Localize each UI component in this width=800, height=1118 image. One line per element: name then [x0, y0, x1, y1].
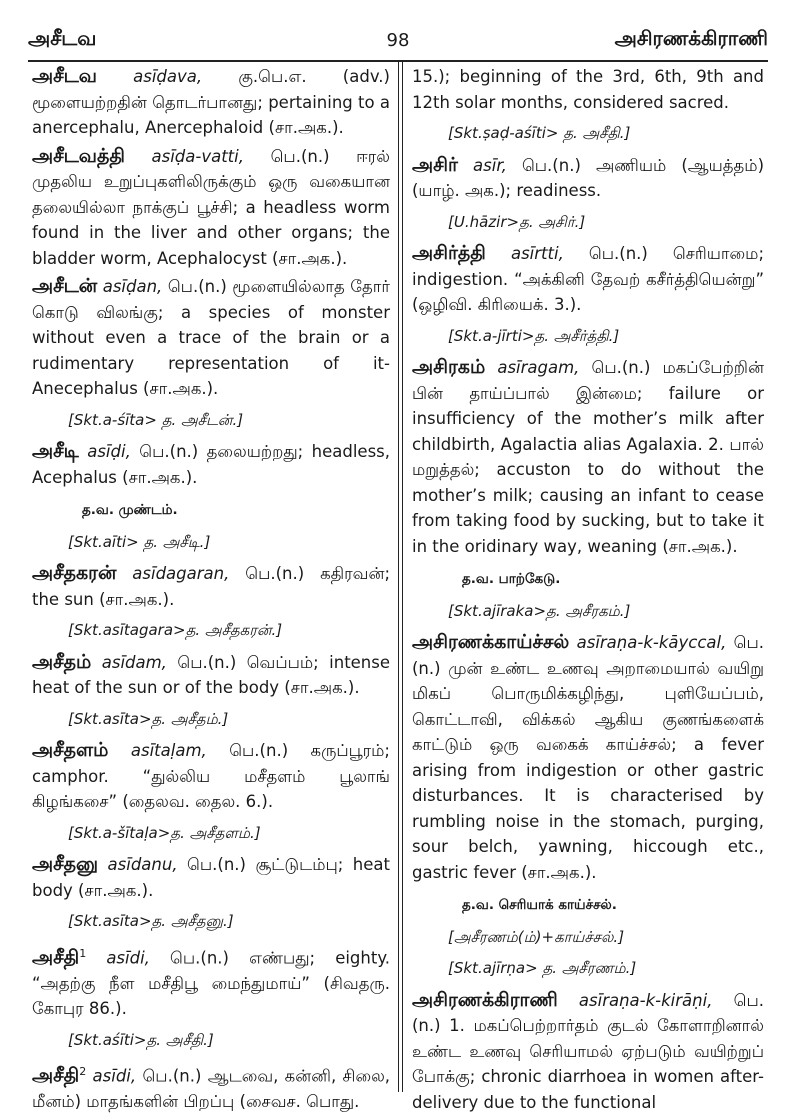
definition: பெ.(n.) முன் உண்ட உணவு அறாமையால் வயிறு மிகப் பொருமிக்கழிந்து, புளியேப்பம், கொட்டாவி, விக்கல் ஆகிய குணங்களைக் காட்டும் ஒரு வகைக் காய்ச்சல்; a fever arising from indigestion or other gastric disturbances. It is characterised by rumbling noise in the stomach, purging, sour belch, yawning, hiccough etc., gastric fever (சா.அக.).	[412, 633, 764, 882]
transliteration: asīḍava,	[133, 67, 203, 86]
transliteration: asīdagaran,	[132, 564, 230, 583]
etymology: [Skt.asīta>த. அசீதம்.]	[68, 709, 229, 728]
etymology: [U.hāzir>த. அசிர்.]	[448, 212, 586, 231]
dictionary-entry	[32, 1059, 390, 1115]
dictionary-entry	[412, 988, 764, 1116]
column-divider	[398, 62, 403, 1092]
dictionary-entry	[412, 355, 764, 624]
definition: பெ.(n.) ஆடவை, கன்னி, சிலை, மீனம்) மாதங்களின் பிறப்பு (சைவச. பொது.	[32, 1066, 391, 1111]
transliteration: asīḍa-vatti,	[151, 146, 244, 166]
dictionary-entry-continued	[412, 64, 764, 147]
definition: பெ.(n.) கதிரவன்; the sun (சா.அக.).	[32, 564, 391, 609]
dictionary-entry	[32, 274, 390, 433]
transliteration: asīragam,	[497, 358, 580, 377]
headword: அசீதனு	[32, 853, 99, 875]
definition: பெ.(n.) ஈரல் முதலிய உறுப்புகளிலிருக்கும் ஒரு வகையான தலையில்லா நாக்குப் பூச்சி; a headless worm found in the liver and other organs; the bladder worm, Acephalocyst (சா.அக.).	[32, 146, 390, 268]
etymology: [Skt.a-jīrti>த. அசீர்த்தி.]	[448, 326, 620, 345]
headword: அசிர்	[412, 153, 458, 176]
headword: அசீடவ	[32, 65, 97, 87]
transliteration: asīḍan,	[102, 277, 163, 296]
definition: பெ.(n.) எண்பது; eighty. “அதற்கு நீள மசீதிபூ மைந்துமாய்” (சிவதரு. கோபுர 86.).	[32, 948, 390, 1018]
headword: அசீதி	[32, 946, 80, 968]
definition: கு.பெ.எ. (adv.) மூளையற்றதின் தொடர்பானது; pertaining to a anercephalu, Anercephaloid (சா.அக.).	[32, 67, 390, 137]
derivation-note: [அசீரணம்(ம்)+காய்ச்சல்.]	[448, 927, 625, 946]
headword: அசீதம்	[32, 650, 92, 673]
right-column	[412, 64, 764, 1118]
dictionary-entry	[32, 561, 390, 644]
headword: அசீதகரன்	[32, 562, 117, 584]
definition: பெ.(n.) செரியாமை; indigestion. “அக்கினி தேவற் கசீர்த்தியென்று” (ஒழிவி. கிரியைக். 3.).	[412, 244, 765, 314]
definition: 15.); beginning of the 3rd, 6th, 9th and 12th solar months, considered sacred.	[412, 67, 764, 112]
dictionary-entry	[32, 738, 390, 846]
definition: பெ.(n.) வெப்பம்; intense heat of the sun or of the body (சா.அக.).	[32, 652, 391, 697]
transliteration: asīdi,	[106, 948, 150, 967]
transliteration: asīraṇa-k-kirāṇi,	[578, 990, 713, 1010]
tamil-equivalent: த.வ. முண்டம்.	[82, 502, 178, 518]
headword: அசீதளம்	[32, 739, 109, 761]
tamil-equivalent: த.வ. பாற்கேடு.	[462, 571, 561, 587]
definition: பெ.(n.) மகப்பேற்றின் பின் தாய்ப்பால் இன்மை; failure or insufficiency of the mother’s milk after childbirth, Agalactia alias Agalaxia. 2. பால் மறுத்தல்; accuston to do without the mother’s milk; causing an infant to cease from taking food by sucking, but to take it in the oridinary way, weaning (சா.அக.).	[412, 358, 765, 556]
dictionary-entry	[32, 144, 390, 272]
headword: அசிரகம்	[412, 356, 486, 378]
definition: பெ.(n.) தலையற்றது; headless, Acephalus (சா.அக.).	[32, 442, 391, 487]
headword: அசீதி	[32, 1064, 80, 1087]
dictionary-entry	[32, 650, 390, 733]
headword: அசிரணக்காய்ச்சல்	[412, 631, 570, 653]
etymology: [Skt.aīti> த. அசீடி.]	[68, 532, 211, 551]
transliteration: asīrtti,	[510, 244, 564, 263]
definition: பெ.(n.) மூளையில்லாத தோர் கொடு விலங்கு; a species of monster without even a trace of the brain or a rudimentary representation of it- Anecephalus (சா.அக.).	[32, 277, 391, 398]
transliteration: asīdi,	[92, 1066, 137, 1086]
dictionary-entry	[412, 153, 764, 236]
definition: பெ.(n.) அணியம் (ஆயத்தம்) (யாழ். அக.); readiness.	[412, 155, 765, 200]
transliteration: asīḍi,	[87, 442, 131, 461]
transliteration: asīr,	[473, 155, 507, 175]
etymology: [Skt.a-śīta> த. அசீடன்.]	[68, 410, 244, 429]
dictionary-entry	[32, 852, 390, 935]
transliteration: asīdam,	[101, 652, 167, 672]
etymology: [Skt.ṣaḍ-aśīti> த. அசீதி.]	[448, 124, 631, 142]
right-running-head: அசிரணக்கிராணி	[614, 26, 768, 50]
etymology: [Skt.asīta>த. அசீதனு.]	[68, 912, 234, 930]
transliteration: asītaḷam,	[130, 741, 207, 760]
dictionary-entry	[412, 630, 764, 982]
dictionary-entry	[32, 64, 390, 141]
dictionary-entry	[32, 439, 390, 555]
etymology: [Skt.a-šītaḷa>த. அசீதளம்.]	[68, 823, 261, 842]
definition: பெ.(n.) கருப்பூரம்; camphor. “துல்லிய மசீதளம் பூலாங் கிழங்கசை” (தைலவ. தைல. 6.).	[32, 741, 390, 811]
transliteration: asīdanu,	[107, 855, 178, 874]
page-number: 98	[386, 30, 410, 51]
etymology: [Skt.ajīrṇa> த. அசீரணம்.]	[448, 959, 637, 977]
headword: அசீடவத்தி	[32, 144, 125, 167]
dictionary-entry	[32, 941, 390, 1054]
definition: பெ.(n.) சூட்டுடம்பு; heat body (சா.அக.).	[32, 855, 390, 900]
etymology: [Skt.ajīraka>த. அசீரகம்.]	[448, 601, 631, 620]
left-column	[32, 64, 390, 1118]
headword: அசீடி	[32, 440, 79, 462]
headword: அசீடன்	[32, 275, 98, 297]
etymology: [Skt.aśīti>த. அசீதி.]	[68, 1030, 214, 1049]
tamil-equivalent: த.வ. செரியாக் காய்ச்சல்.	[462, 897, 617, 913]
dictionary-entry	[412, 241, 764, 349]
etymology: [Skt.asītagara>த. அசீதகரன்.]	[68, 621, 283, 639]
page-header	[28, 22, 768, 56]
headword: அசிரணக்கிராணி	[412, 988, 558, 1011]
transliteration: asīraṇa-k-kāyccal,	[576, 633, 727, 652]
homonym-number: 2	[79, 1065, 87, 1078]
headword: அசிர்த்தி	[412, 242, 486, 264]
left-running-head: அசீடவ	[28, 26, 97, 50]
definition: பெ. (n.) 1. மகப்பெற்றார்தம் குடல் கோளாறினால் உண்ட உணவு செரியாமல் ஏற்படும் வயிற்றுப் போக்கு; chronic diarrhoea in women after-delivery due to the functional	[412, 990, 765, 1112]
homonym-number: 1	[79, 946, 87, 960]
